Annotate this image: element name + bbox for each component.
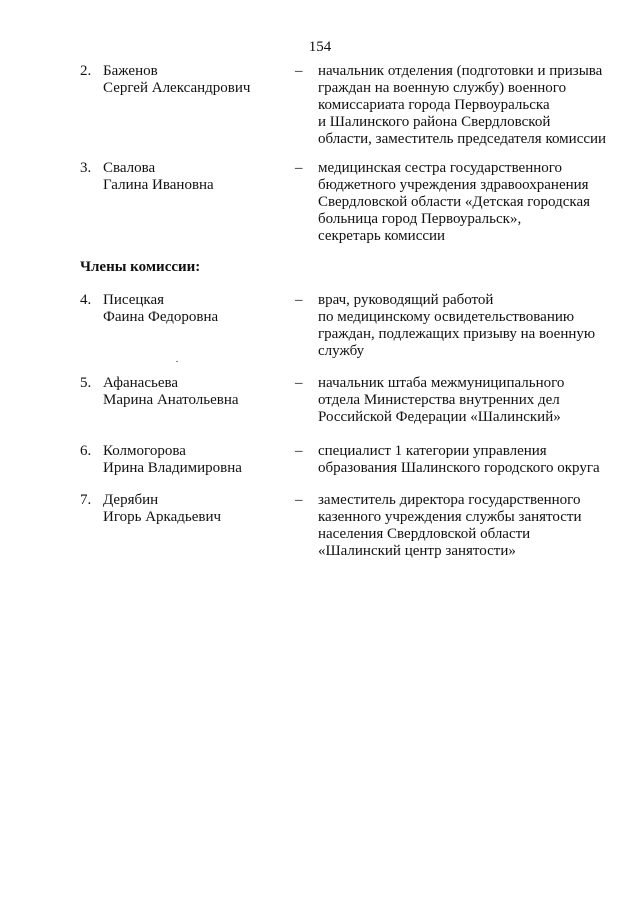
surname: Афанасьева	[103, 375, 179, 391]
person-name	[103, 292, 288, 326]
desc-line: области, заместитель председателя комиссии	[318, 131, 607, 147]
item-number: 2.	[80, 63, 92, 79]
desc-line: Российской Федерации «Шалинский»	[318, 409, 561, 425]
given-names: Марина Анатольевна	[103, 392, 239, 408]
position-description	[318, 160, 618, 245]
person-name	[103, 443, 288, 477]
page-number: 154	[308, 39, 332, 55]
desc-line: образования Шалинского городского округа	[318, 460, 600, 476]
surname: Свалова	[103, 160, 156, 176]
desc-line: казенного учреждения службы занятости	[318, 509, 582, 525]
person-name	[103, 375, 288, 409]
desc-line: комиссариата города Первоуральска	[318, 97, 550, 113]
surname: Баженов	[103, 63, 158, 79]
position-description	[318, 492, 618, 560]
desc-line: граждан, подлежащих призыву на военную	[318, 326, 596, 342]
desc-line: отдела Министерства внутренних дел	[318, 392, 560, 408]
desc-line: начальник штаба межмуниципального	[318, 375, 565, 391]
desc-line: Свердловской области «Детская городская	[318, 194, 591, 210]
position-description	[318, 63, 618, 148]
surname: Писецкая	[103, 292, 165, 308]
desc-line: и Шалинского района Свердловской	[318, 114, 551, 130]
dash: –	[295, 375, 303, 391]
given-names: Галина Ивановна	[103, 177, 214, 193]
person-name	[103, 160, 288, 194]
given-names: Ирина Владимировна	[103, 460, 242, 476]
person-name	[103, 492, 288, 526]
desc-line: больница город Первоуральск»,	[318, 211, 522, 227]
item-number: 5.	[80, 375, 92, 391]
desc-line: «Шалинский центр занятости»	[318, 543, 516, 559]
desc-line: по медицинскому освидетельствованию	[318, 309, 575, 325]
person-name	[103, 63, 288, 97]
scan-speck	[176, 361, 178, 362]
desc-line: службу	[318, 343, 365, 359]
desc-line: бюджетного учреждения здравоохранения	[318, 177, 589, 193]
dash: –	[295, 160, 303, 176]
desc-line: начальник отделения (подготовки и призыва	[318, 63, 603, 79]
section-heading: Члены комиссии:	[80, 259, 201, 275]
surname: Колмогорова	[103, 443, 186, 459]
dash: –	[295, 292, 303, 308]
desc-line: граждан на военную службу) военного	[318, 80, 567, 96]
desc-line: населения Свердловской области	[318, 526, 531, 542]
desc-line: медицинская сестра государственного	[318, 160, 563, 176]
given-names: Игорь Аркадьевич	[103, 509, 222, 525]
given-names: Фаина Федоровна	[103, 309, 219, 325]
desc-line: врач, руководящий работой	[318, 292, 494, 308]
dash: –	[295, 63, 303, 79]
item-number: 7.	[80, 492, 92, 508]
desc-line: заместитель директора государственного	[318, 492, 581, 508]
dash: –	[295, 443, 303, 459]
desc-line: специалист 1 категории управления	[318, 443, 547, 459]
position-description	[318, 375, 618, 426]
surname: Дерябин	[103, 492, 159, 508]
position-description	[318, 443, 618, 477]
position-description	[318, 292, 618, 360]
dash: –	[295, 492, 303, 508]
item-number: 3.	[80, 160, 92, 176]
item-number: 4.	[80, 292, 92, 308]
given-names: Сергей Александрович	[103, 80, 251, 96]
item-number: 6.	[80, 443, 92, 459]
desc-line: секретарь комиссии	[318, 228, 446, 244]
